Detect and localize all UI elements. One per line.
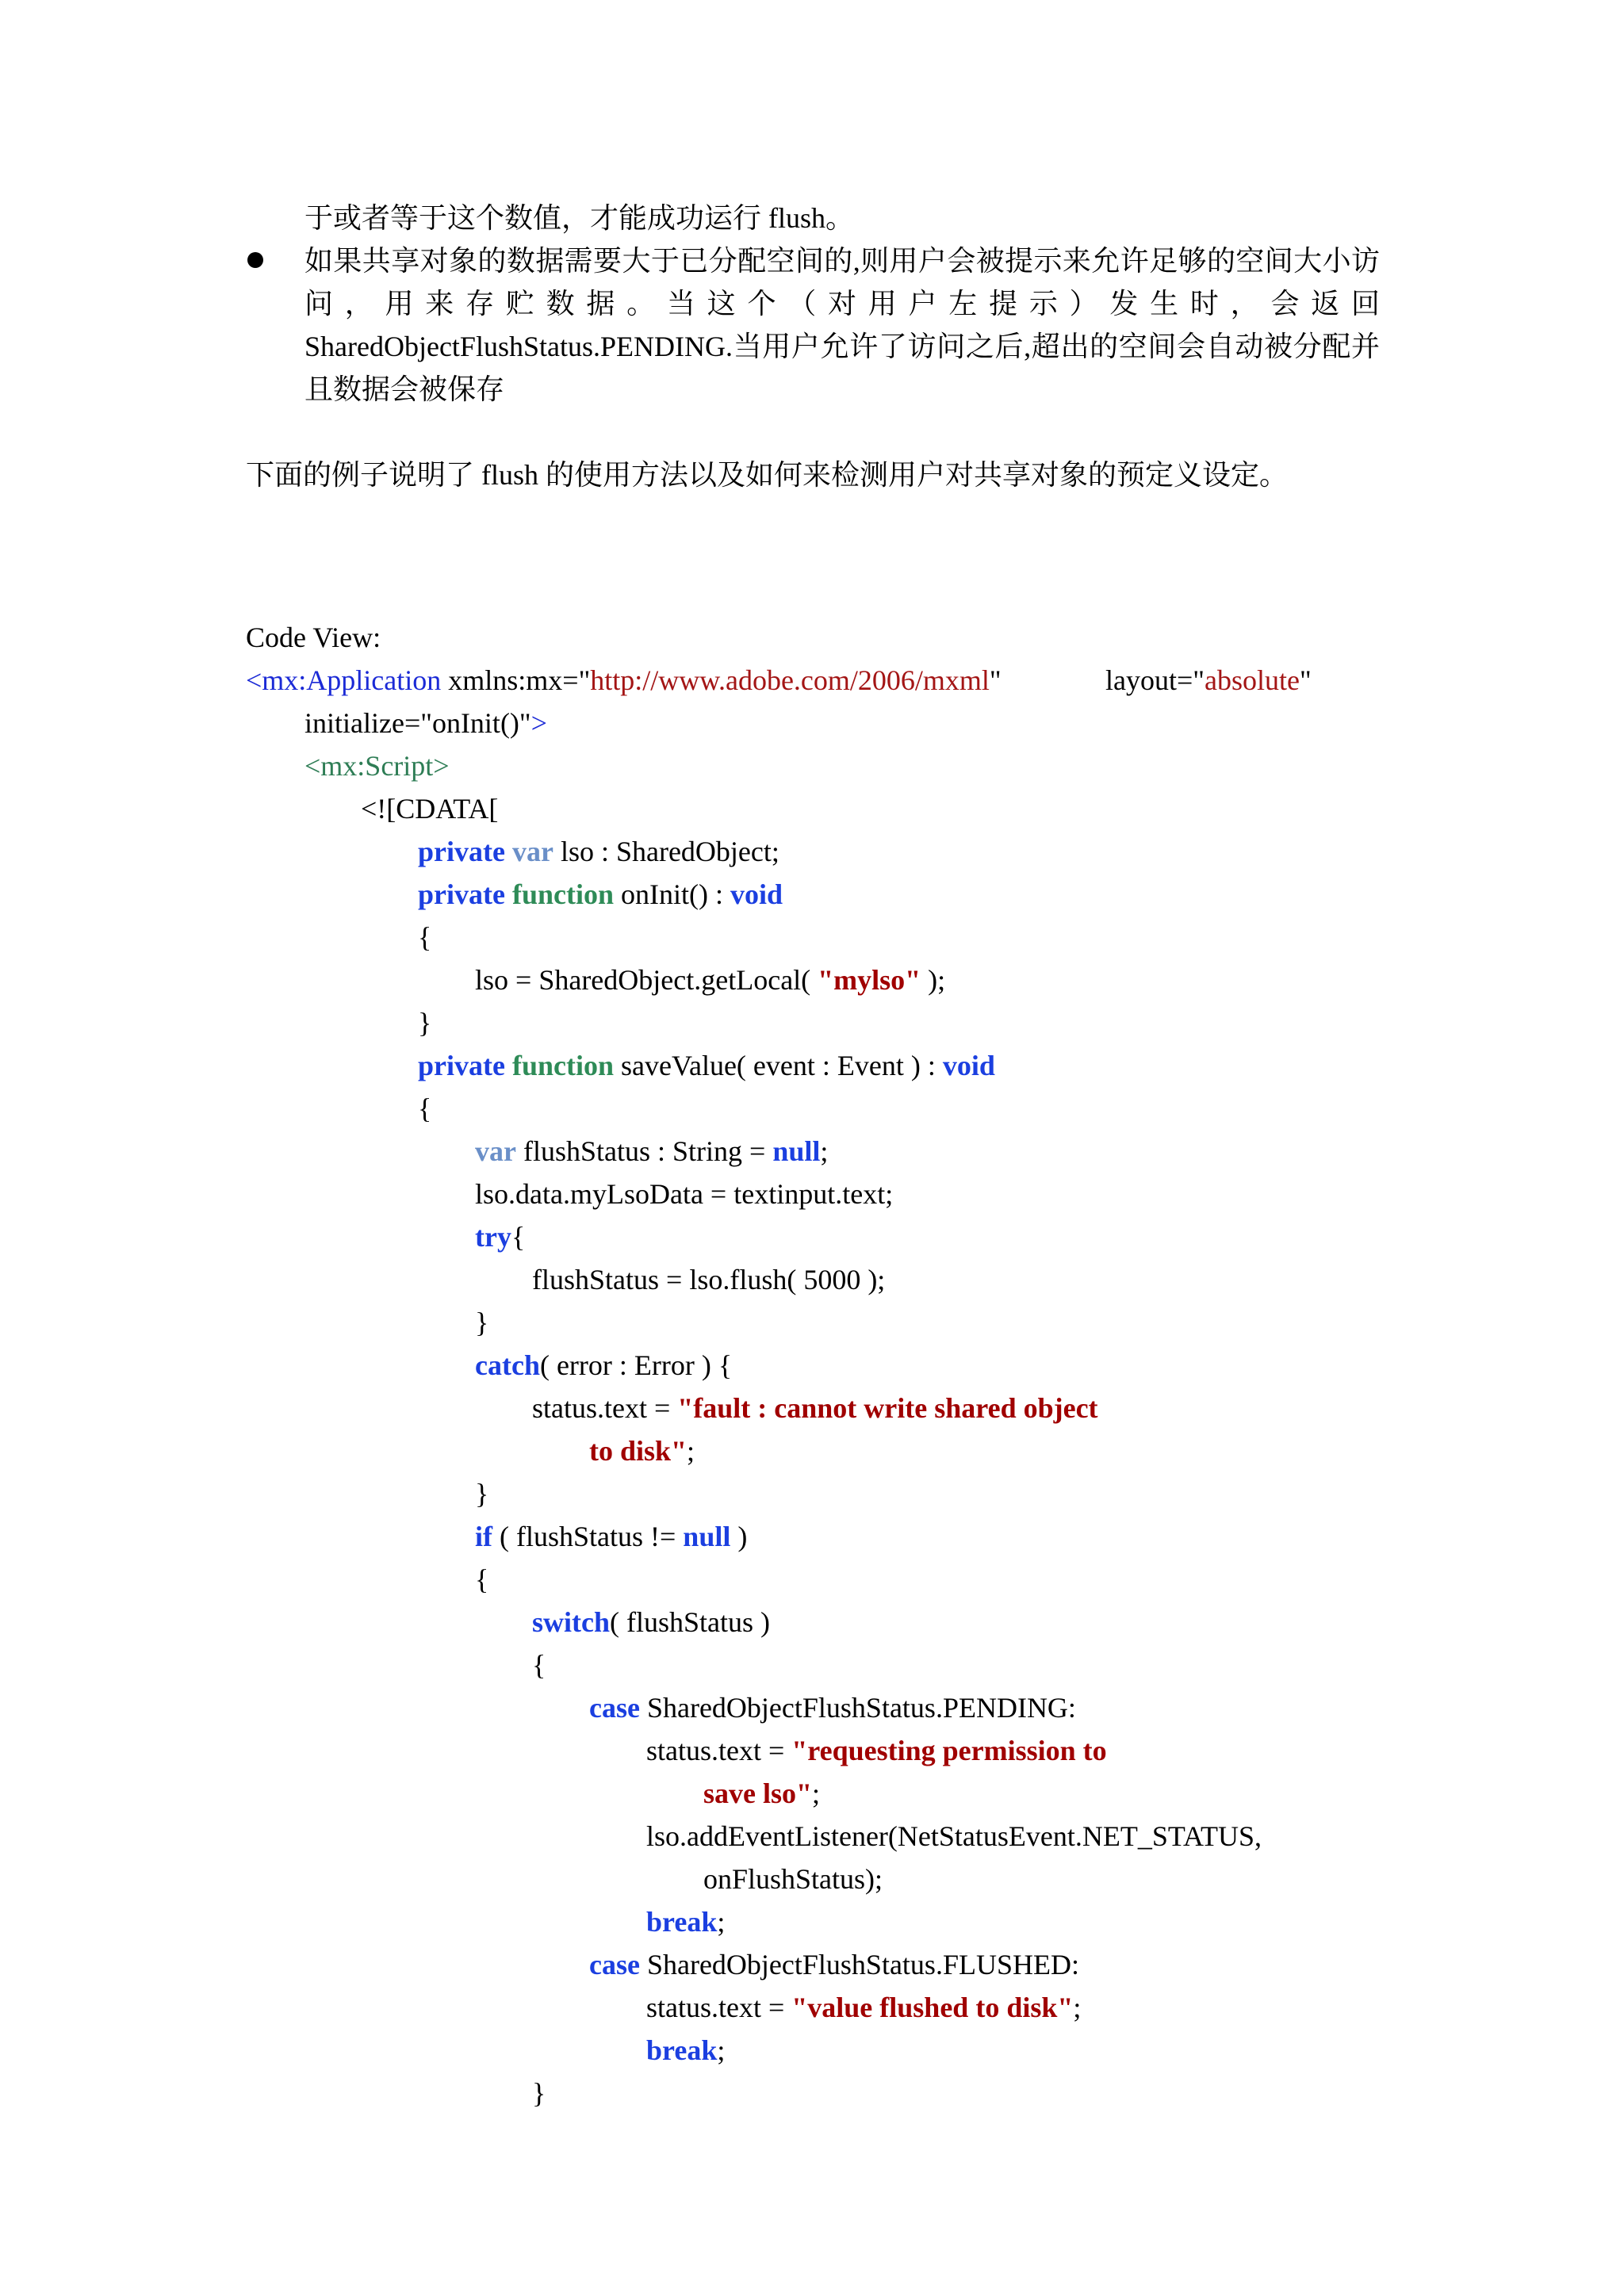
kw-function: function <box>511 878 614 910</box>
bullet-line-4: 且数据会被保存 <box>304 373 505 405</box>
if-args-pre: ( flushStatus != <box>492 1521 684 1552</box>
if-args-post: ) <box>730 1521 748 1552</box>
semicolon: ; <box>820 1135 829 1167</box>
kw-if: if <box>475 1521 492 1552</box>
code-line-flushstatus-decl <box>475 1130 828 1173</box>
kw-var: var <box>511 836 553 867</box>
kw-private: private <box>418 878 505 910</box>
request-string-part2: save lso" <box>703 1777 812 1809</box>
flushstatus-decl: flushStatus : String = <box>515 1135 773 1167</box>
code-line-lso-decl <box>418 830 779 873</box>
example-description: 下面的例子说明了 flush 的使用方法以及如何来检测用户对共享对象的预定义设定。 <box>246 459 1289 491</box>
code-line-break <box>646 1900 725 1943</box>
code-line-case-pending <box>589 1686 1076 1729</box>
kw-try: try <box>475 1221 511 1253</box>
bullet-paragraph <box>304 239 1380 411</box>
bullet-line-2: 问 ， 用 来 存 贮 数 据 。 当 这 个 （ 对 用 户 左 提 示 ） 发 生 时 ， 会 返 回 <box>304 288 1380 320</box>
code-line-lso-data: lso.data.myLsoData = textinput.text; <box>475 1178 894 1210</box>
getlocal-pre: lso = SharedObject.getLocal( <box>475 964 818 996</box>
switch-args: ( flushStatus ) <box>610 1606 770 1638</box>
code-line-brace-open: { <box>418 1093 432 1124</box>
fault-string-part1: "fault : cannot write shared object <box>677 1392 1098 1424</box>
initialize-attr: initialize="onInit()" <box>304 707 531 739</box>
bullet-line-3: SharedObjectFlushStatus.PENDING.当用户允许了访问之后,超出的空间会自动被分配并 <box>304 331 1380 362</box>
catch-args: ( error : Error ) { <box>539 1349 733 1381</box>
xmlns-attr: xmlns:mx=" <box>441 664 591 696</box>
layout-value: absolute <box>1204 664 1300 696</box>
kw-catch: catch <box>475 1349 540 1381</box>
code-line-break <box>646 2029 725 2072</box>
kw-null: null <box>683 1521 731 1552</box>
flushed-string: "value flushed to disk" <box>791 1992 1074 2023</box>
code-line-layout <box>1105 659 1312 702</box>
xmlns-url: http://www.adobe.com/2006/mxml <box>590 664 990 696</box>
bullet-line-1: 如果共享对象的数据需要大于已分配空间的,则用户会被提示来允许足够的空间大小访 <box>304 245 1380 277</box>
code-line-request-assign <box>646 1729 1107 1772</box>
intro-line-1: 于或者等于这个数值，才能成功运行 flush。 <box>304 202 855 234</box>
semicolon: ; <box>687 1435 695 1467</box>
kw-void: void <box>730 878 783 910</box>
oninit-sig: onInit() : <box>614 878 730 910</box>
code-line-fault-assign <box>532 1387 1098 1429</box>
lso-decl: lso : SharedObject; <box>553 836 779 867</box>
code-view-label: Code View: <box>246 622 381 653</box>
kw-break: break <box>646 2034 718 2066</box>
code-line-application <box>246 659 1002 702</box>
application-tag-close: > <box>530 707 547 739</box>
kw-private: private <box>418 836 505 867</box>
code-line-request-cont <box>703 1772 820 1815</box>
semicolon: ; <box>717 2034 726 2066</box>
code-line-fault-cont <box>589 1429 695 1472</box>
code-line-flushed-assign <box>646 1986 1081 2029</box>
savevalue-sig: saveValue( event : Event ) : <box>614 1050 943 1081</box>
bullet-dot-icon <box>247 252 263 268</box>
application-tag: <mx:Application <box>246 664 442 696</box>
case-flushed: SharedObjectFlushStatus.FLUSHED: <box>639 1949 1079 1980</box>
kw-switch: switch <box>532 1606 610 1638</box>
code-line-brace-open: { <box>475 1563 489 1595</box>
kw-var: var <box>475 1135 516 1167</box>
layout-attr: layout=" <box>1105 664 1205 696</box>
semicolon: ; <box>717 1906 726 1938</box>
code-line-brace-close: } <box>475 1478 489 1510</box>
layout-close-quote: " <box>1299 664 1312 696</box>
xmlns-close-quote: " <box>989 664 1002 696</box>
code-line-brace-open: { <box>418 921 432 953</box>
code-line-if <box>475 1515 747 1558</box>
getlocal-post: ); <box>921 964 946 996</box>
code-line-initialize <box>304 702 547 744</box>
code-line-add-listener: lso.addEventListener(NetStatusEvent.NET_STATUS, <box>646 1820 1262 1852</box>
code-line-savevalue-sig <box>418 1044 995 1087</box>
code-line-script-tag: <mx:Script> <box>304 750 450 782</box>
status-assign: status.text = <box>646 1735 792 1766</box>
code-line-getlocal <box>475 959 945 1001</box>
code-line-case-flushed <box>589 1943 1079 1986</box>
kw-function: function <box>511 1050 614 1081</box>
fault-string-part2: to disk" <box>589 1435 688 1467</box>
code-line-add-listener-cont: onFlushStatus); <box>703 1863 883 1895</box>
kw-void: void <box>942 1050 995 1081</box>
code-line-catch <box>475 1344 732 1387</box>
semicolon: ; <box>1073 1992 1082 2023</box>
code-line-flush-call: flushStatus = lso.flush( 5000 ); <box>532 1264 886 1295</box>
kw-break: break <box>646 1906 718 1938</box>
kw-case: case <box>589 1949 640 1980</box>
getlocal-string: "mylso" <box>818 964 921 996</box>
try-brace: { <box>511 1221 526 1253</box>
kw-null: null <box>772 1135 821 1167</box>
semicolon: ; <box>812 1777 821 1809</box>
request-string-part1: "requesting permission to <box>791 1735 1107 1766</box>
status-assign: status.text = <box>646 1992 792 2023</box>
code-line-oninit-sig <box>418 873 783 916</box>
code-line-try <box>475 1215 525 1258</box>
kw-case: case <box>589 1692 640 1724</box>
code-line-switch <box>532 1601 770 1644</box>
case-pending: SharedObjectFlushStatus.PENDING: <box>639 1692 1076 1724</box>
status-assign: status.text = <box>532 1392 678 1424</box>
code-line-brace-open: { <box>532 1649 546 1681</box>
code-line-brace-close: } <box>475 1307 489 1338</box>
code-line-brace-close: } <box>418 1007 432 1039</box>
code-line-brace-close: } <box>532 2077 546 2109</box>
code-line-cdata: <![CDATA[ <box>361 793 499 825</box>
kw-private: private <box>418 1050 505 1081</box>
